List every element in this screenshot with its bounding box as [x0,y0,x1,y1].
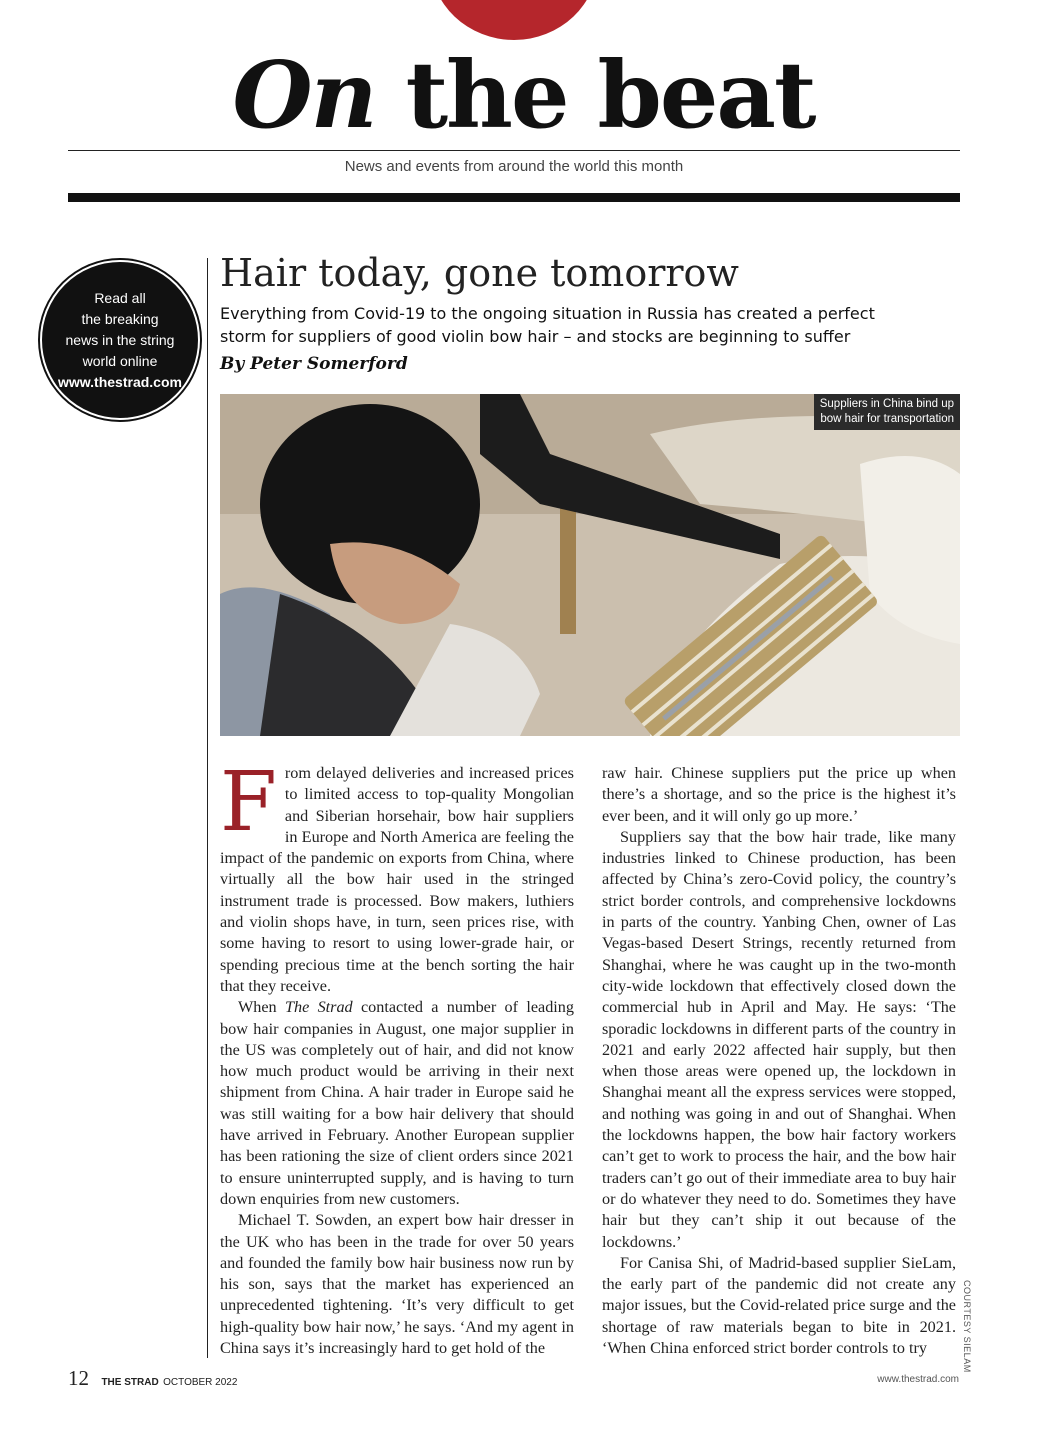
section-masthead [0,41,1047,149]
badge-line: the breaking [81,310,159,327]
badge-line: news in the string [65,331,175,348]
masthead-thick-rule [68,193,960,202]
publication-name: THE STRAD [101,1377,159,1388]
masthead-rule [68,150,960,151]
paragraph-text: rom delayed deliveries and increased prices to limited access to top-quality Mongolian and Siberian horsehair, bow hair suppliers in Europe and North America are feeling the impact of the pandemic on exports from China, where virtually all the bow hair used in the stringed instrument trade is processed. Bow makers, luthiers and violin shops have, in turn, seen prices rise, with some having to resort to using lower-grade hair, or spending precious time at the bench sorting the hair that they receive. [220,764,574,995]
badge-line: Read all [94,289,146,306]
section-tagline: News and events from around the world this month [344,158,684,175]
article-paragraph [220,997,574,1210]
masthead-the-beat: the beat [405,41,815,149]
article-paragraph [220,755,574,997]
badge-line: world online [82,352,158,369]
publication-title: The Strad [284,998,353,1017]
drop-cap: F [220,755,277,850]
article-headline: Hair today, gone tomorrow [220,251,739,295]
masthead-on: On [232,41,376,149]
article-column-right [602,763,956,1359]
article-byline: By Peter Somerford [220,354,408,374]
photo-caption [814,394,960,430]
article-paragraph: Michael T. Sowden, an expert bow hair dresser in the UK who has been in the trade for over 50 years and founded the family bow hair business now run by his son, says that the market has experienced an unprecedented tightening. ‘It’s very difficult to get high-quality bow hair now,’ he says. ‘And my agent in China says it’s increasingly hard to get hold of the [220,1211,574,1358]
article-column-left [220,755,574,1359]
page-number: 12 [68,1366,89,1390]
issue-date: OCTOBER 2022 [163,1377,238,1388]
page-footer [68,1366,237,1391]
caption-line: Suppliers in China bind up [819,398,954,410]
article-standfirst: Everything from Covid-19 to the ongoing situation in Russia has created a perfect storm for suppliers of good violin bow hair – and stocks are beginning to suffer [220,304,875,346]
paragraph-text: contacted a number of leading bow hair companies in August, one major supplier in the US was completely out of hair, and did not know how much product would be arriving in their next shipment from China. A hair trader in Europe said he was still waiting for a bow hair delivery that should have arrived in February. Another European supplier has been rationing the size of client orders since 2021 to ensure uninterrupted supply, and is having to turn down enquiries from new customers. [220,998,574,1208]
caption-line: bow hair for transportation [820,413,954,425]
article-paragraph: Suppliers say that the bow hair trade, like many industries linked to Chinese production, has been affected by China’s zero-Covid policy, the country’s strict border controls, and comprehensive lockdowns in parts of the country. Yanbing Chen, owner of Las Vegas-based Desert Strings, recently returned from Shanghai, where he was caught up in the two-month city-wide lockdown that effectively closed down the commercial hub in April and May. He says: ‘The sporadic lockdowns in different parts of the country in 2021 and early 2022 affected hair supply, but then when those areas were opened up, the lockdown in Shanghai meant all the express services were stopped, and nothing was going in and out of Shanghai. When the lockdowns happen, the bow hair factory workers can’t get to work to process the hair, and the bow hair traders can’t go out of their immediate area to buy hair or do whatever they need to do. Sometimes they have hair but they can’t ship it out because of the lockdowns.’ [602,827,956,1251]
paragraph-text: When [238,998,285,1017]
photo-illustration [220,394,960,736]
column-divider [207,258,208,1358]
photo-credit: COURTESY SIELAM [962,1280,972,1373]
footer-website-link[interactable]: www.thestrad.com [877,1374,959,1385]
masthead-red-circle [430,0,598,40]
article-paragraph: raw hair. Chinese suppliers put the price up when there’s a shortage, and so the price is the highest it’s ever been, and it will only go up more.’ [602,764,956,825]
badge-url-link[interactable]: www.thestrad.com [58,373,182,390]
article-paragraph: For Canisa Shi, of Madrid-based supplier SieLam, the early part of the pandemic did not create any major issues, but the Covid-related price surge and the shortage of raw materials began to bite in 2021. ‘When China enforced strict border controls to try [602,1253,956,1358]
read-online-badge[interactable] [40,260,200,420]
article-photo [220,394,960,736]
